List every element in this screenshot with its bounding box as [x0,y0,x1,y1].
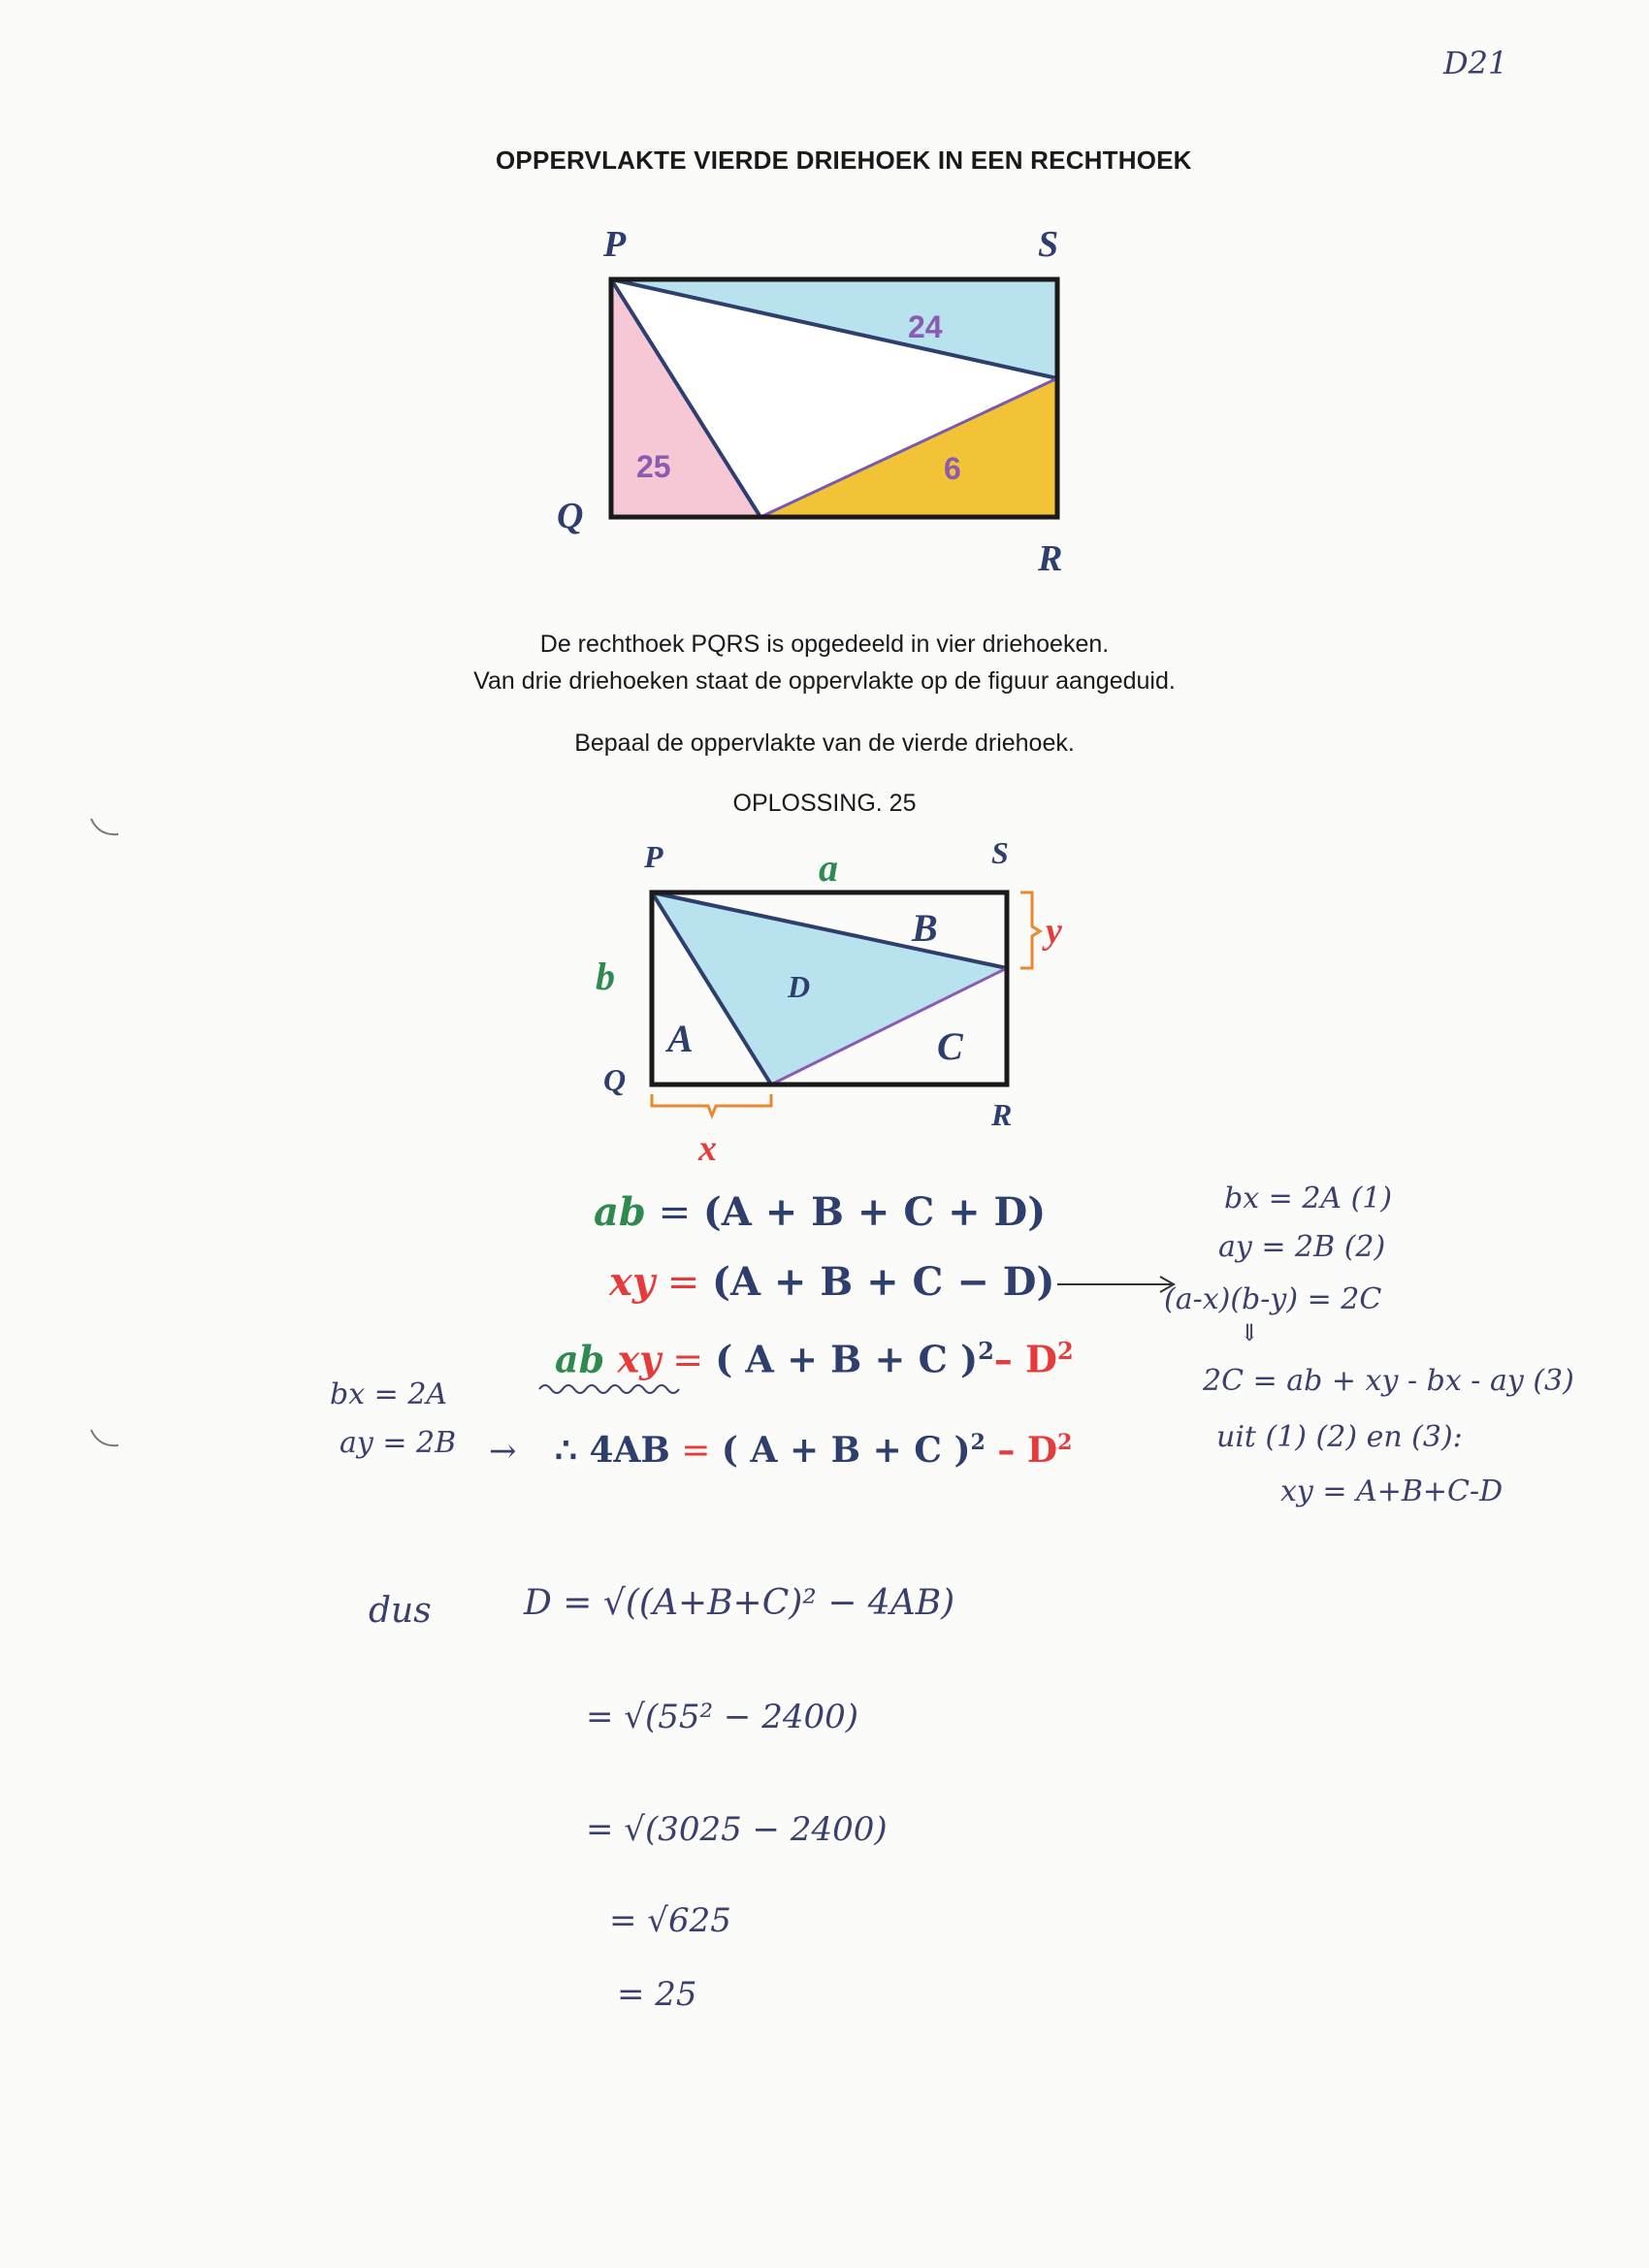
hand-right-2: ay = 2B (2) [1218,1230,1386,1264]
label-S2: S [991,835,1009,870]
label-b: b [596,955,615,998]
underline-squiggle [535,1377,710,1397]
figure-solution-diagram [543,834,1086,1183]
label-y: y [1046,911,1062,952]
label-P: P [603,224,627,265]
label-R2: R [991,1097,1013,1132]
equation-2: xy = (A + B + C − D) [609,1259,1055,1305]
hand-right-3: (a-x)(b-y) = 2C [1164,1282,1382,1316]
label-A: A [667,1017,694,1060]
scan-mark-1 [87,815,126,844]
label-D: D [788,969,811,1004]
hand-solution-5: = 25 [617,1975,697,2014]
label-B: B [912,906,938,950]
equation-1: ab = (A + B + C + D) [594,1189,1047,1235]
hand-left-2: ay = 2B [340,1426,457,1460]
hand-right-4: ⇓ [1240,1319,1260,1346]
hand-solution-2: = √(55² − 2400) [586,1698,859,1736]
label-P2: P [644,839,663,874]
problem-line-1: De rechthoek PQRS is opgedeeld in vier driehoeken. [539,631,1110,658]
label-S: S [1038,224,1059,265]
figure-rectangle-areas [543,221,1096,590]
label-Q: Q [557,496,584,536]
page-number: D21 [1443,45,1508,81]
label-C: C [937,1024,963,1068]
brace-x [652,1094,771,1116]
hand-right-5: 2C = ab + xy - bx - ay (3) [1203,1364,1574,1398]
brace-y [1020,892,1040,968]
scan-mark-2 [87,1426,126,1455]
label-Q2: Q [603,1062,627,1097]
problem-question: Bepaal de oppervlakte van de vierde driehoek. [574,729,1075,757]
hand-right-6: uit (1) (2) en (3): [1216,1420,1463,1454]
page-title: OPPERVLAKTE VIERDE DRIEHOEK IN EEN RECHTHOEK [496,146,1192,175]
area-label-bottom: 6 [944,451,961,486]
label-R: R [1038,538,1063,579]
hand-right-1: bx = 2A (1) [1224,1182,1393,1215]
label-a: a [819,846,838,890]
area-label-top: 24 [908,309,943,344]
hand-left-arrow: → [489,1432,517,1471]
area-label-left: 25 [636,449,671,484]
hand-right-7: xy = A+B+C-D [1280,1474,1504,1508]
hand-solution-4: = √625 [609,1901,731,1940]
hand-left-1: bx = 2A [330,1377,448,1411]
problem-line-2: Van drie driehoeken staat de oppervlakte op de figuur aangeduid. [473,667,1176,695]
hand-solution-3: = √(3025 − 2400) [586,1810,888,1849]
equation-4: ∴ 4AB = ( A + B + C )$^2 - D^2$ [555,1430,1073,1471]
label-x: x [698,1128,717,1169]
solution-label: OPLOSSING. 25 [732,790,917,817]
equation-3: ab xy = ( A + B + C )$^2$– $D^2$ [555,1337,1074,1381]
hand-dus: dus [369,1591,432,1631]
hand-solution-1: D = √((A+B+C)² − 4AB) [524,1583,955,1623]
